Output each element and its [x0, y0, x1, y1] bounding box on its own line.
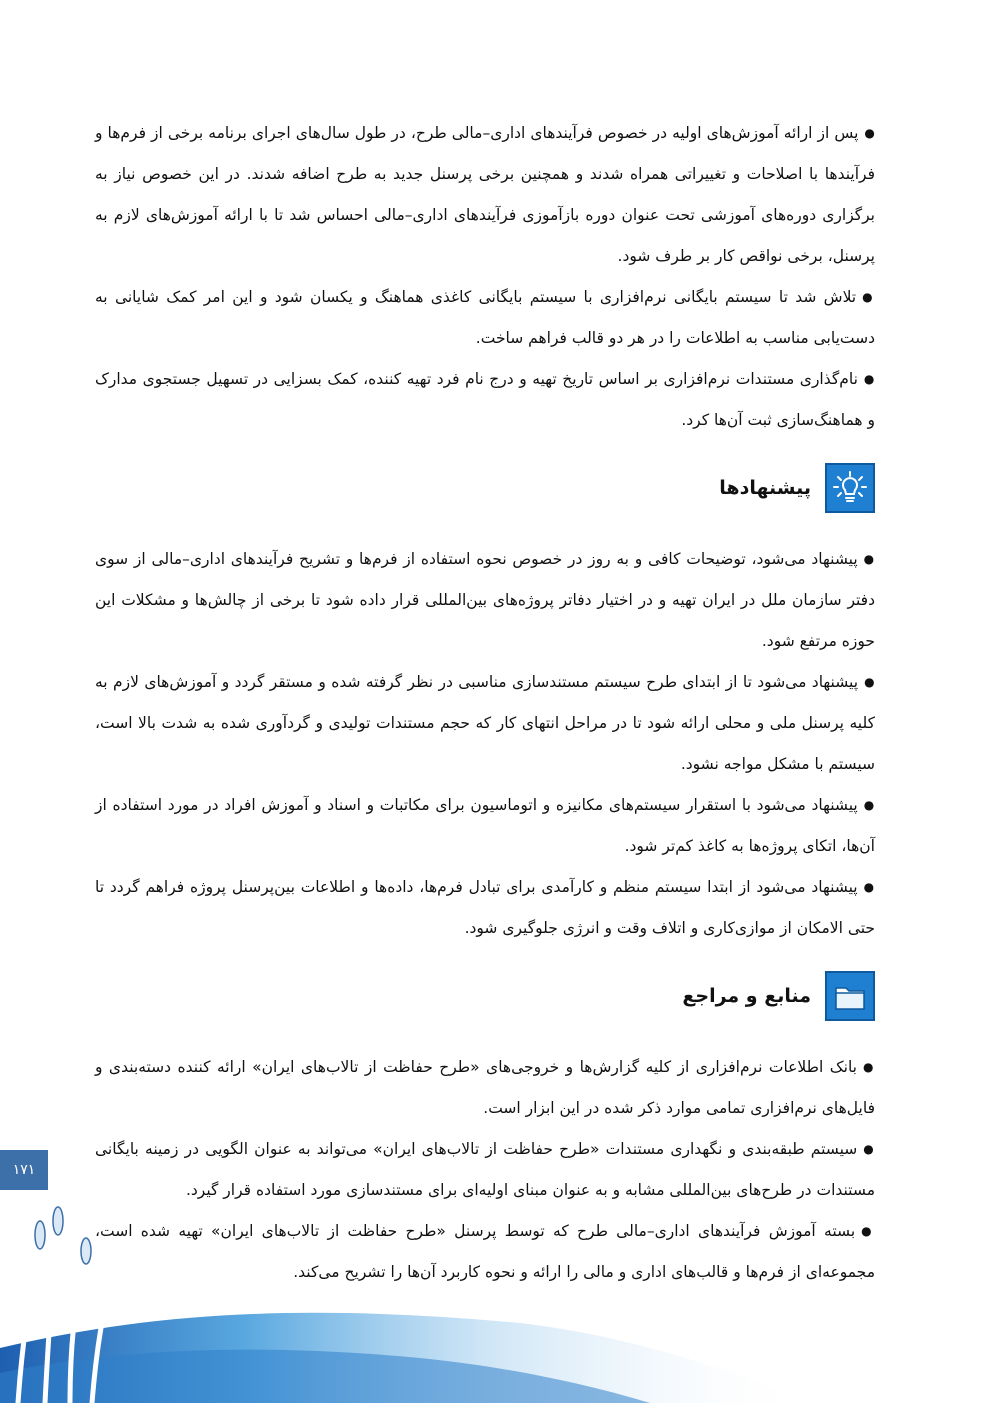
paragraph: ●نام‌گذاری مستندات نرم‌افزاری بر اساس تاریخ تهیه و درج نام فرد تهیه کننده، کمک بسزایی در تسهیل جستجوی مدارک و هماهنگ‌سازی ثبت آن‌ها کرد. [95, 370, 875, 429]
paragraph: ●بانک اطلاعات نرم‌افزاری از کلیه گزارش‌ها و خروجی‌های «طرح حفاظت از تالاب‌های ایران» ارائه کننده دسته‌بندی و فایل‌های نرم‌افزاری تمامی موارد ذکر شده در این ابزار است. [95, 1058, 875, 1117]
folder-icon [825, 971, 875, 1021]
wetland-decoration [0, 1143, 992, 1403]
page-content [95, 113, 875, 1293]
section-heading-suggestions [95, 459, 875, 517]
lightbulb-icon [825, 463, 875, 513]
paragraph: ●پس از ارائه آموزش‌های اولیه در خصوص فرآیندهای اداری–مالی طرح، در طول سال‌های اجرای برنامه برخی از فرم‌ها و فرآیندها با اصلاحات و تغییراتی همراه شدند و همچنین برخی پرسنل جدید به طرح اضافه شدند. در این خصوص نیاز به برگزاری دوره‌های آموزشی تحت عنوان دوره بازآموزی فرآیندهای اداری–مالی احساس شد تا با ارائه آموزش‌های لازم به پرسنل، برخی نواقص کار بر طرف شود. [95, 124, 875, 265]
paragraph: ●پیشنهاد می‌شود، توضیحات کافی و به روز در خصوص نحوه استفاده از فرم‌ها و تشریح فرآیندهای اداری–مالی از سوی دفتر سازمان ملل در ایران تهیه و در اختیار دفاتر پروژه‌های بین‌المللی قرار داده شود تا برخی از چالش‌ها و مشکلات این حوزه مرتفع شود. [95, 550, 875, 650]
paragraph: ●پیشنهاد می‌شود با استقرار سیستم‌های مکانیزه و اتوماسیون برای مکاتبات و اسناد و آموزش افراد در مورد استفاده از آن‌ها، اتکای پروژه‌ها به کاغذ کم‌تر شود. [95, 796, 875, 855]
paragraph: ●تلاش شد تا سیستم بایگانی نرم‌افزاری با سیستم بایگانی کاغذی هماهنگ و یکسان شود و این امر کمک شایانی به دست‌یابی مناسب به اطلاعات را در هر دو قالب فراهم ساخت. [95, 288, 875, 347]
paragraph: ●بسته آموزش فرآیندهای اداری–مالی طرح که توسط پرسنل «طرح حفاظت از تالاب‌های ایران» تهیه شده است، مجموعه‌ای از فرم‌ها و قالب‌های اداری و مالی را ارائه و نحوه کاربرد آن‌ها را تشریح می‌کند. [95, 1222, 875, 1281]
section-title: منابع و مراجع [682, 984, 811, 1007]
paragraph: ●پیشنهاد می‌شود از ابتدا سیستم منظم و کارآمدی برای تبادل فرم‌ها، داده‌ها و اطلاعات بین‌پرسنل پروژه فراهم گردد تا حتی الامکان از موازی‌کاری و اتلاف وقت و انرژی جلوگیری شود. [95, 878, 875, 937]
paragraph: ●پیشنهاد می‌شود تا از ابتدای طرح سیستم مستندسازی مناسبی در نظر گرفته شده و مستقر گردد و آموزش‌های لازم به کلیه پرسنل ملی و محلی ارائه شود تا در مراحل انتهای کار که حجم مستندات تولیدی و گردآوری شده به شدت بالا است، سیستم با مشکل مواجه نشود. [95, 673, 875, 773]
section-title: پیشنهادها [719, 476, 811, 499]
page-number: ۱۷۱ [0, 1150, 48, 1190]
paragraph: ●سیستم طبقه‌بندی و نگهداری مستندات «طرح حفاظت از تالاب‌های ایران» می‌تواند به عنوان الگویی در زمینه بایگانی مستندات در طرح‌های بین‌المللی مشابه و به عنوان مبنای اولیه‌ای برای مستندسازی مورد استفاده قرار گیرد. [95, 1140, 875, 1199]
section-heading-references [95, 967, 875, 1025]
